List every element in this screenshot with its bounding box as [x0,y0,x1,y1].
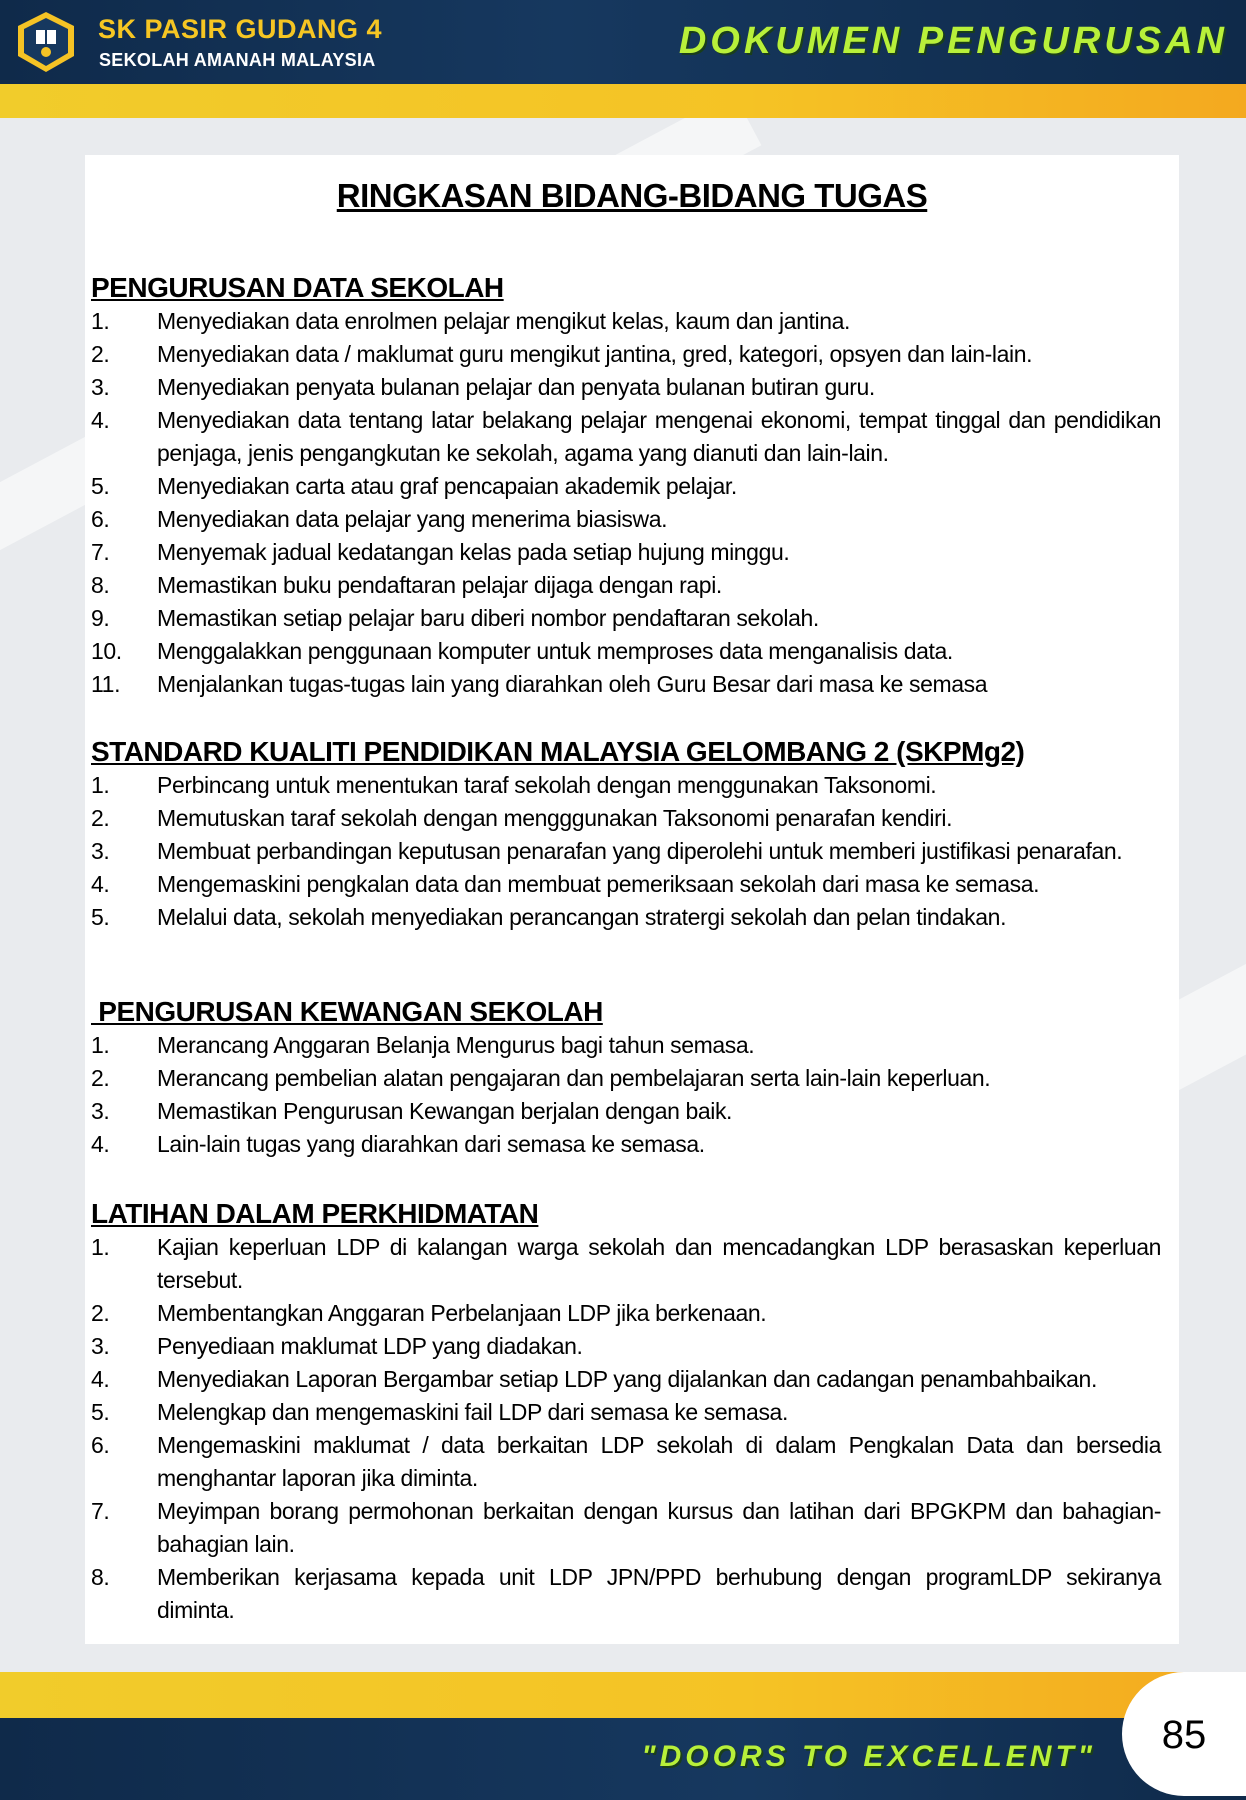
item-text: Kajian keperluan LDP di kalangan warga sekolah dan mencadangkan LDP berasaskan keperluan tersebut. [157,1234,1161,1293]
item-number: 1. [91,308,110,334]
section-kewangan [91,995,1161,1161]
item-text: Meyimpan borang permohonan berkaitan dengan kursus dan latihan dari BPGKPM dan bahagian-bahagian lain. [157,1498,1161,1557]
page-number: 85 [1161,1713,1207,1757]
item-text: Menjalankan tugas-tugas lain yang diarahkan oleh Guru Besar dari masa ke semasa [157,671,988,697]
task-list [91,305,1161,701]
section-title: STANDARD KUALITI PENDIDIKAN MALAYSIA GELOMBANG 2 (SKPMg2) [91,736,1025,767]
list-item [91,1363,1161,1396]
list-item [91,668,1161,701]
item-text: Memastikan setiap pelajar baru diberi nombor pendaftaran sekolah. [157,605,819,631]
item-text: Melengkap dan mengemaskini fail LDP dari semasa ke semasa. [157,1399,788,1425]
item-number: 2. [91,1065,110,1091]
header-stripe [0,84,1246,118]
item-number: 1. [91,772,110,798]
list-item [91,569,1161,602]
section-title: PENGURUSAN KEWANGAN SEKOLAH [91,996,603,1027]
item-number: 3. [91,1098,110,1124]
item-text: Memutuskan taraf sekolah dengan mengggunakan Taksonomi penarafan kendiri. [157,805,953,831]
item-text: Menyemak jadual kedatangan kelas pada setiap hujung minggu. [157,539,790,565]
list-item [91,769,1161,802]
section-title: LATIHAN DALAM PERKHIDMATAN [91,1198,539,1229]
item-number: 7. [91,539,110,565]
item-text: Menggalakkan penggunaan komputer untuk memproses data menganalisis data. [157,638,953,664]
item-text: Melalui data, sekolah menyediakan perancangan stratergi sekolah dan pelan tindakan. [157,904,1007,930]
page-title: RINGKASAN BIDANG-BIDANG TUGAS [336,177,928,214]
list-item [91,503,1161,536]
item-text: Menyediakan data enrolmen pelajar mengikut kelas, kaum dan jantina. [157,308,851,334]
list-item [91,835,1161,868]
item-number: 5. [91,1399,110,1425]
list-item [91,901,1161,934]
item-number: 9. [91,605,110,631]
list-item [91,404,1161,470]
item-number: 3. [91,1333,110,1359]
item-text: Lain-lain tugas yang diarahkan dari semasa ke semasa. [157,1131,705,1157]
item-number: 7. [91,1498,110,1524]
list-item [91,371,1161,404]
item-number: 8. [91,572,110,598]
item-text: Menyediakan penyata bulanan pelajar dan penyata bulanan butiran guru. [157,374,875,400]
item-text: Menyediakan carta atau graf pencapaian akademik pelajar. [157,473,737,499]
item-text: Perbincang untuk menentukan taraf sekolah dengan menggunakan Taksonomi. [157,772,937,798]
list-item [91,602,1161,635]
school-name: SK PASIR GUDANG 4 [98,14,383,44]
section-skpmg2 [91,735,1161,934]
page-header [0,0,1246,84]
list-item [91,338,1161,371]
item-number: 6. [91,506,110,532]
item-number: 4. [91,1131,110,1157]
list-item [91,536,1161,569]
list-item [91,1095,1161,1128]
list-item [91,868,1161,901]
footer-slogan: "DOORS TO EXCELLENT" [641,1740,1096,1773]
item-number: 5. [91,904,110,930]
item-text: Mengemaskini pengkalan data dan membuat pemeriksaan sekolah dari masa ke semasa. [157,871,1040,897]
document-title: DOKUMEN PENGURUSAN [678,20,1228,62]
task-list [91,769,1161,934]
item-number: 3. [91,374,110,400]
item-number: 2. [91,1300,110,1326]
task-list [91,1029,1161,1161]
list-item [91,1128,1161,1161]
content-card [85,155,1179,1644]
item-text: Merancang Anggaran Belanja Mengurus bagi tahun semasa. [157,1032,755,1058]
item-number: 4. [91,1366,110,1392]
item-number: 4. [91,407,110,433]
list-item [91,1429,1161,1495]
list-item [91,802,1161,835]
item-text: Membentangkan Anggaran Perbelanjaan LDP jika berkenaan. [157,1300,767,1326]
list-item [91,1231,1161,1297]
section-ldp [91,1197,1161,1627]
item-text: Menyediakan data pelajar yang menerima biasiswa. [157,506,668,532]
item-number: 2. [91,805,110,831]
list-item [91,1495,1161,1561]
item-number: 1. [91,1234,110,1260]
item-text: Menyediakan data tentang latar belakang pelajar mengenai ekonomi, tempat tinggal dan pendidikan penjaga, jenis pengangkutan ke sekolah, agama yang dianuti dan lain-lain. [157,407,1161,466]
item-text: Menyediakan Laporan Bergambar setiap LDP yang dijalankan dan cadangan penambahbaikan. [157,1366,1097,1392]
item-number: 6. [91,1432,110,1458]
list-item [91,1297,1161,1330]
section-title: PENGURUSAN DATA SEKOLAH [91,272,504,303]
list-item [91,635,1161,668]
item-text: Mengemaskini maklumat / data berkaitan LDP sekolah di dalam Pengkalan Data dan bersedia menghantar laporan jika diminta. [157,1432,1161,1491]
item-text: Menyediakan data / maklumat guru mengikut jantina, gred, kategori, opsyen dan lain-lain. [157,341,1033,367]
list-item [91,1561,1161,1627]
footer-stripe [0,1672,1246,1718]
school-subtitle: SEKOLAH AMANAH MALAYSIA [99,50,376,70]
list-item [91,470,1161,503]
item-number: 1. [91,1032,110,1058]
item-number: 8. [91,1564,110,1590]
item-text: Memastikan buku pendaftaran pelajar dijaga dengan rapi. [157,572,722,598]
item-number: 10. [91,638,122,664]
item-text: Memberikan kerjasama kepada unit LDP JPN/PPD berhubung dengan programLDP sekiranya diminta. [157,1564,1161,1623]
item-text: Memastikan Pengurusan Kewangan berjalan dengan baik. [157,1098,733,1124]
school-crest-icon [14,10,78,74]
item-number: 5. [91,473,110,499]
item-number: 3. [91,838,110,864]
item-text: Merancang pembelian alatan pengajaran dan pembelajaran serta lain-lain keperluan. [157,1065,991,1091]
item-number: 2. [91,341,110,367]
item-number: 11. [91,671,121,697]
list-item [91,1062,1161,1095]
item-number: 4. [91,871,110,897]
list-item [91,1029,1161,1062]
list-item [91,1330,1161,1363]
task-list [91,1231,1161,1627]
item-text: Penyediaan maklumat LDP yang diadakan. [157,1333,583,1359]
list-item [91,305,1161,338]
list-item [91,1396,1161,1429]
section-data-sekolah [91,271,1161,701]
item-text: Membuat perbandingan keputusan penarafan yang diperolehi untuk memberi justifikasi penarafan. [157,838,1123,864]
